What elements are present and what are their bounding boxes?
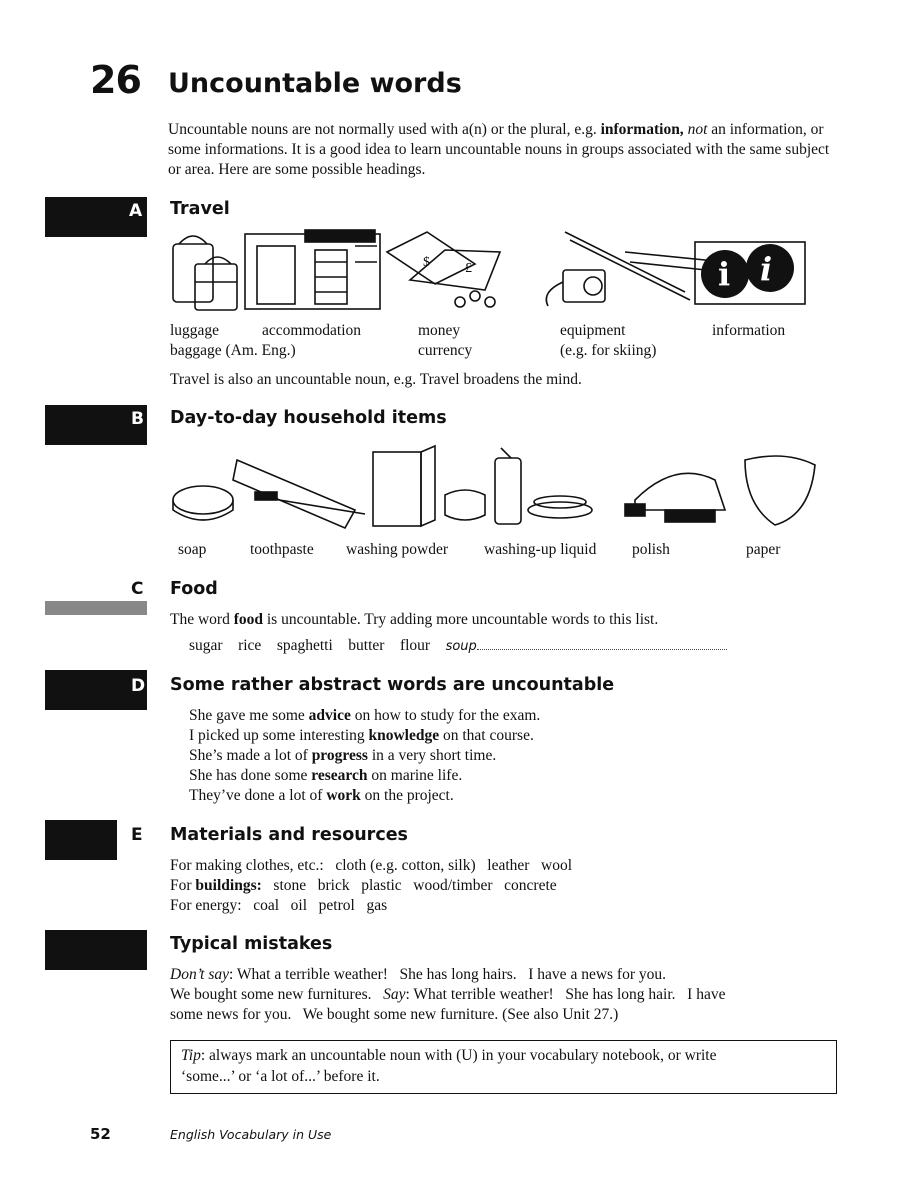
food-bold-word: food (233, 611, 263, 628)
sentence (189, 706, 540, 726)
washing-powder-icon (373, 446, 485, 526)
section-e-marker (45, 820, 117, 860)
mistakes-text: We bought some new furnitures. (170, 986, 384, 1003)
sentence-text: on marine life. (367, 767, 463, 784)
food-intro-text: The word (170, 611, 234, 628)
materials-row-clothes (170, 856, 572, 876)
household-item-soap: soap (178, 541, 207, 558)
unit-number: 26 (90, 58, 141, 102)
section-a-heading: Travel (170, 199, 230, 219)
section-b-letter: B (131, 409, 144, 429)
label-luggage: luggage (170, 322, 220, 339)
intro-paragraph (168, 120, 833, 180)
accommodation-icon (245, 230, 380, 309)
section-e-heading: Materials and resources (170, 825, 408, 845)
soap-icon (173, 486, 233, 520)
food-intro-rest: is uncountable. Try adding more uncountable words to this list. (263, 611, 659, 628)
section-f-heading: Typical mistakes (170, 934, 333, 954)
mistakes-text: : What a terrible weather! She has long hairs. I have a news for you. (228, 966, 666, 983)
materials-label: For energy: (170, 897, 242, 914)
book-title: English Vocabulary in Use (170, 1127, 332, 1142)
section-e-letter: E (131, 825, 143, 845)
materials-values: cloth (e.g. cotton, silk) leather wool (335, 857, 573, 874)
food-intro (170, 610, 658, 630)
food-word: sugar (189, 637, 223, 654)
sentence-text: She has done some (189, 767, 312, 784)
food-handwritten-answer: soup (445, 639, 477, 654)
section-a-letter: A (129, 201, 143, 221)
food-word: butter (348, 637, 385, 654)
travel-note: Travel is also an uncountable noun, e.g. Travel broadens the mind. (170, 371, 582, 388)
travel-illustrations (165, 222, 825, 322)
sentence-keyword: progress (311, 747, 368, 764)
polish-icon (625, 473, 725, 522)
sentence-text: in a very short time. (367, 747, 497, 764)
sentence (189, 786, 540, 806)
sentence-text: on the project. (360, 787, 454, 804)
materials-label: For making clothes, etc.: (170, 857, 324, 874)
section-c-marker (45, 601, 147, 615)
answer-dotted-line (477, 637, 727, 650)
household-item-paper: paper (746, 541, 781, 558)
label-equipment: equipment (560, 322, 626, 339)
tip-line-1 (181, 1046, 717, 1066)
sentence-text: on how to study for the exam. (350, 707, 541, 724)
equipment-icon (546, 232, 725, 306)
tip-text: : always mark an uncountable noun with (U) in your vocabulary notebook, or write (200, 1047, 717, 1064)
household-item-toothpaste: toothpaste (250, 541, 314, 558)
mistakes-line-3: some news for you. We bought some new furniture. (See also Unit 27.) (170, 1006, 619, 1023)
household-item-washing-up-liquid: washing-up liquid (484, 541, 597, 558)
section-c-letter: C (131, 579, 144, 599)
section-f-marker (45, 930, 147, 970)
sentence-keyword: knowledge (368, 727, 440, 744)
sentence-keyword: work (326, 787, 361, 804)
paper-icon (745, 456, 815, 525)
section-b-heading: Day-to-day household items (170, 408, 447, 428)
household-item-washing-powder: washing powder (346, 541, 449, 558)
dont-say-label: Don’t say (170, 966, 229, 983)
intro-italic-word: not (687, 121, 708, 138)
food-word: rice (238, 637, 262, 654)
sentence (189, 746, 540, 766)
materials-row-energy (170, 896, 387, 916)
sentence-keyword: research (311, 767, 368, 784)
materials-row-buildings (170, 876, 557, 896)
sentence-text: on that course. (439, 727, 534, 744)
household-item-polish: polish (632, 541, 670, 558)
food-word-list (189, 636, 727, 657)
say-label: Say (383, 986, 406, 1003)
sentence-text: I picked up some interesting (189, 727, 369, 744)
mistakes-text: : What terrible weather! She has long hair. I have (405, 986, 726, 1003)
food-word: flour (399, 637, 431, 654)
sentence-keyword: advice (308, 707, 351, 724)
sentence (189, 766, 540, 786)
sentence-text: She’s made a lot of (189, 747, 312, 764)
tip-label: Tip (181, 1047, 201, 1064)
tip-box (170, 1040, 837, 1094)
materials-label-bold: buildings: (195, 877, 262, 894)
materials-values: stone brick plastic wood/timber concrete (273, 877, 557, 894)
washing-up-liquid-icon (495, 448, 592, 524)
label-information: information (712, 322, 786, 339)
food-word: spaghetti (276, 637, 333, 654)
tip-line-2: ‘some...’ or ‘a lot of...’ before it. (181, 1068, 380, 1085)
abstract-sentences (189, 706, 540, 806)
intro-bold-word: information, (600, 121, 684, 138)
intro-text: Uncountable nouns are not normally used with a(n) or the plural, e.g. (168, 121, 601, 138)
svg-text:i: i (718, 255, 731, 293)
section-d-letter: D (131, 676, 146, 696)
label-baggage: baggage (Am. Eng.) (170, 342, 296, 359)
information-icon (695, 242, 805, 304)
page-title: Uncountable words (168, 68, 462, 99)
label-accommodation: accommodation (262, 322, 361, 339)
svg-text:$: $ (423, 255, 430, 270)
mistakes-line-1 (170, 965, 666, 985)
sentence-text: They’ve done a lot of (189, 787, 327, 804)
household-illustrations (165, 440, 835, 540)
money-icon (387, 232, 500, 307)
label-currency: currency (418, 342, 473, 359)
intro-text-rest: an information, or some informations. It is a good idea to learn uncountable nouns in groups associated with the same subject or area. Here are some possible headings. (168, 121, 830, 178)
label-money: money (418, 322, 461, 339)
toothpaste-icon (233, 460, 365, 528)
label-equipment-note: (e.g. for skiing) (560, 342, 657, 359)
section-c-heading: Food (170, 579, 218, 599)
luggage-icon (173, 236, 237, 310)
section-d-heading: Some rather abstract words are uncountable (170, 675, 615, 695)
mistakes-line-2 (170, 985, 725, 1005)
svg-text:£: £ (465, 261, 472, 276)
sentence-text: She gave me some (189, 707, 309, 724)
materials-values: coal oil petrol gas (253, 897, 388, 914)
page-number: 52 (90, 1125, 111, 1143)
materials-label: For (170, 877, 196, 894)
sentence (189, 726, 540, 746)
svg-text:i: i (760, 250, 773, 288)
